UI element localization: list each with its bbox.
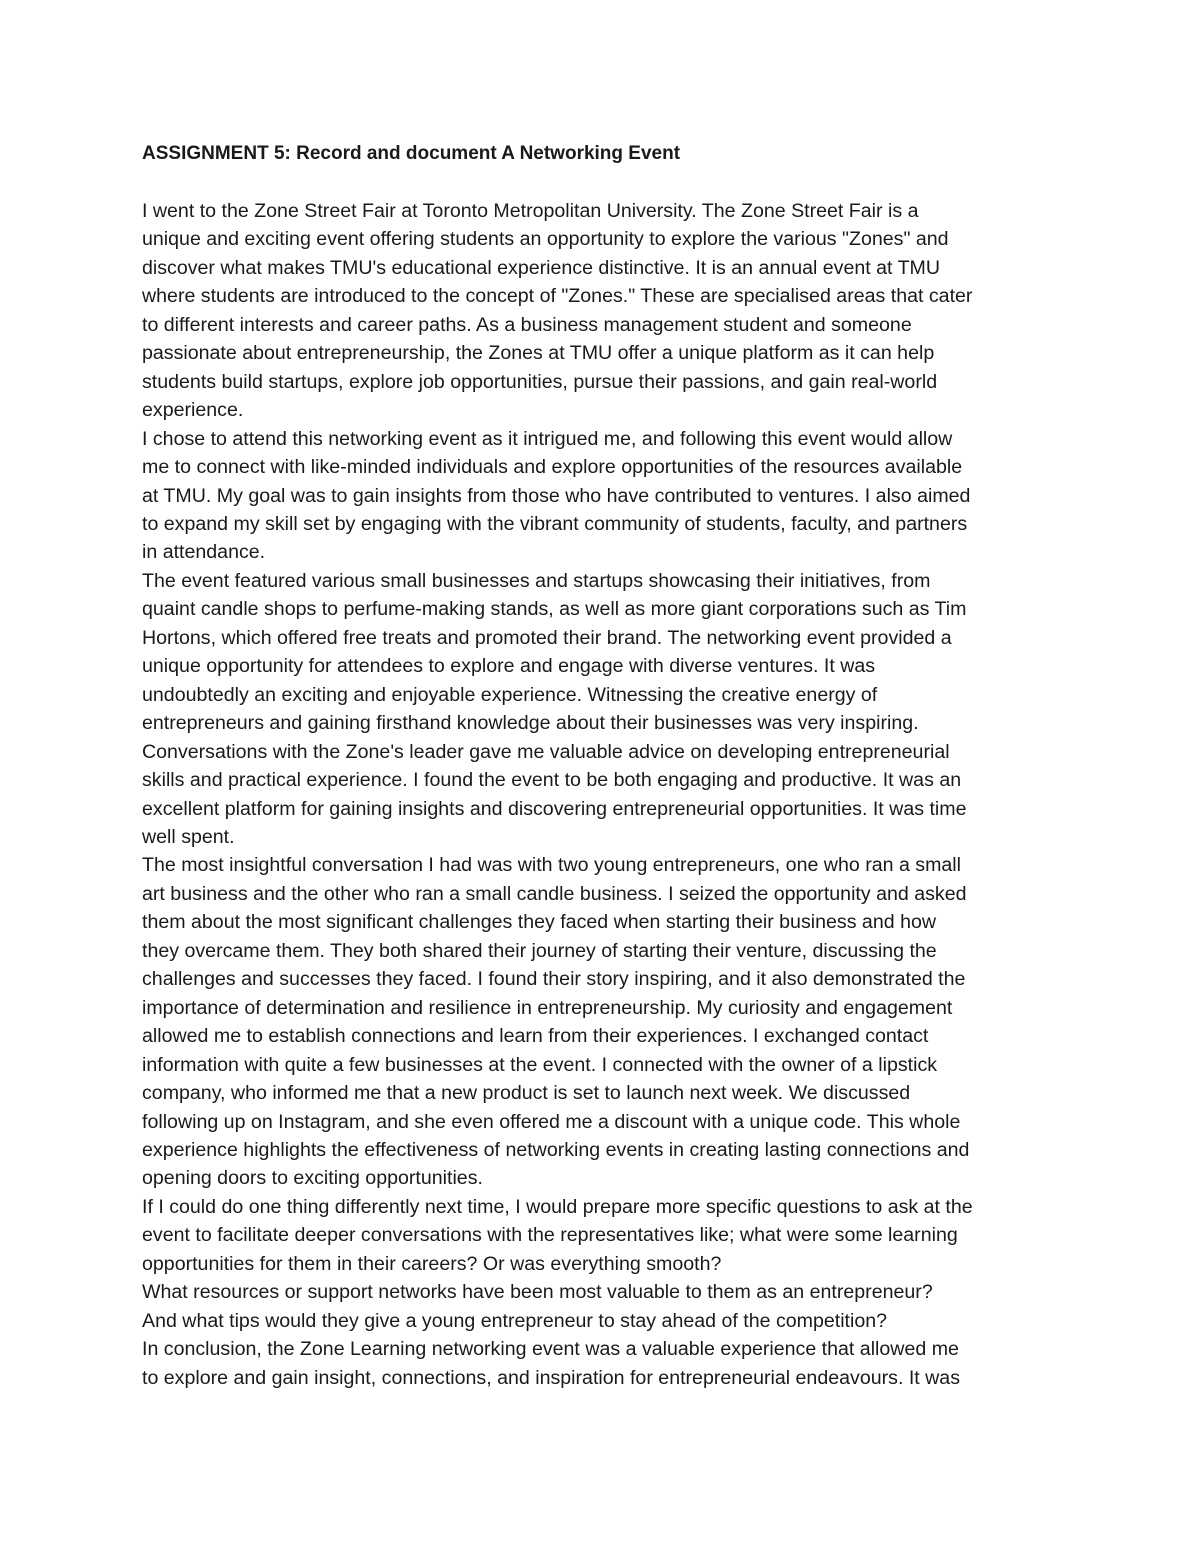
text-line: passionate about entrepreneurship, the Zones at TMU offer a unique platform as it can help bbox=[142, 342, 935, 365]
text-line: well spent. bbox=[142, 825, 235, 848]
text-line: allowed me to establish connections and learn from their experiences. I exchanged contact bbox=[142, 1025, 929, 1048]
text-line: unique and exciting event offering students an opportunity to explore the various "Zones" and bbox=[142, 228, 949, 251]
document-body bbox=[142, 197, 1082, 1392]
text-line: company, who informed me that a new product is set to launch next week. We discussed bbox=[142, 1082, 911, 1105]
body-paragraph bbox=[142, 1193, 1082, 1278]
body-paragraph bbox=[142, 1335, 1082, 1392]
text-line: opportunities for them in their careers? Or was everything smooth? bbox=[142, 1252, 722, 1275]
text-line: quaint candle shops to perfume-making stands, as well as more giant corporations such as Tim bbox=[142, 598, 967, 621]
text-line: undoubtedly an exciting and enjoyable experience. Witnessing the creative energy of bbox=[142, 683, 878, 706]
text-line: unique opportunity for attendees to explore and engage with diverse ventures. It was bbox=[142, 655, 876, 678]
body-paragraph bbox=[142, 425, 1082, 567]
text-line: excellent platform for gaining insights and discovering entrepreneurial opportunities. It was time bbox=[142, 797, 967, 820]
text-line: where students are introduced to the concept of "Zones." These are specialised areas that cater bbox=[142, 285, 973, 308]
text-line: experience highlights the effectiveness of networking events in creating lasting connections and bbox=[142, 1138, 970, 1161]
text-line: them about the most significant challenges they faced when starting their business and how bbox=[142, 911, 937, 934]
text-line: I chose to attend this networking event as it intrigued me, and following this event would allow bbox=[142, 427, 953, 450]
body-paragraph bbox=[142, 1278, 1082, 1306]
text-line: skills and practical experience. I found the event to be both engaging and productive. It was an bbox=[142, 769, 962, 792]
body-paragraph bbox=[142, 1307, 1082, 1335]
text-line: experience. bbox=[142, 399, 244, 422]
text-line: following up on Instagram, and she even offered me a discount with a unique code. This whole bbox=[142, 1110, 961, 1133]
text-line: at TMU. My goal was to gain insights from those who have contributed to ventures. I also aimed bbox=[142, 484, 971, 507]
text-line: If I could do one thing differently next time, I would prepare more specific questions to ask at the bbox=[142, 1195, 973, 1218]
text-line: in attendance. bbox=[142, 541, 266, 564]
text-line: discover what makes TMU's educational experience distinctive. It is an annual event at TMU bbox=[142, 256, 941, 279]
text-line: And what tips would they give a young entrepreneur to stay ahead of the competition? bbox=[142, 1309, 888, 1332]
text-line: Hortons, which offered free treats and promoted their brand. The networking event provided a bbox=[142, 626, 952, 649]
text-line: to expand my skill set by engaging with the vibrant community of students, faculty, and partners bbox=[142, 512, 968, 535]
text-line: entrepreneurs and gaining firsthand knowledge about their businesses was very inspiring. bbox=[142, 712, 919, 735]
text-line: information with quite a few businesses at the event. I connected with the owner of a lipstick bbox=[142, 1053, 938, 1076]
text-line: Conversations with the Zone's leader gave me valuable advice on developing entrepreneurial bbox=[142, 740, 950, 763]
body-paragraph bbox=[142, 197, 1082, 425]
text-line: opening doors to exciting opportunities. bbox=[142, 1167, 483, 1190]
text-line: The most insightful conversation I had was with two young entrepreneurs, one who ran a small bbox=[142, 854, 962, 877]
text-line: importance of determination and resilience in entrepreneurship. My curiosity and engagement bbox=[142, 996, 953, 1019]
document-title: ASSIGNMENT 5: Record and document A Networking Event bbox=[142, 143, 681, 164]
text-line: me to connect with like-minded individuals and explore opportunities of the resources available bbox=[142, 456, 963, 479]
text-line: event to facilitate deeper conversations with the representatives like; what were some learning bbox=[142, 1224, 958, 1247]
text-line: they overcame them. They both shared their journey of starting their venture, discussing the bbox=[142, 939, 937, 962]
text-line: I went to the Zone Street Fair at Toronto Metropolitan University. The Zone Street Fair is a bbox=[142, 200, 919, 222]
text-line: In conclusion, the Zone Learning networking event was a valuable experience that allowed me bbox=[142, 1338, 959, 1361]
body-paragraph bbox=[142, 567, 1082, 852]
text-line: art business and the other who ran a small candle business. I seized the opportunity and asked bbox=[142, 882, 967, 905]
text-line: The event featured various small businesses and startups showcasing their initiatives, from bbox=[142, 569, 931, 592]
text-line: to different interests and career paths. As a business management student and someone bbox=[142, 313, 912, 336]
text-line: What resources or support networks have been most valuable to them as an entrepreneur? bbox=[142, 1281, 933, 1304]
document-page bbox=[142, 140, 1082, 1392]
body-paragraph bbox=[142, 851, 1082, 1192]
text-line: to explore and gain insight, connections, and inspiration for entrepreneurial endeavours. It was bbox=[142, 1366, 961, 1389]
text-line: challenges and successes they faced. I found their story inspiring, and it also demonstrated the bbox=[142, 968, 966, 991]
text-line: students build startups, explore job opportunities, pursue their passions, and gain real-world bbox=[142, 370, 938, 393]
